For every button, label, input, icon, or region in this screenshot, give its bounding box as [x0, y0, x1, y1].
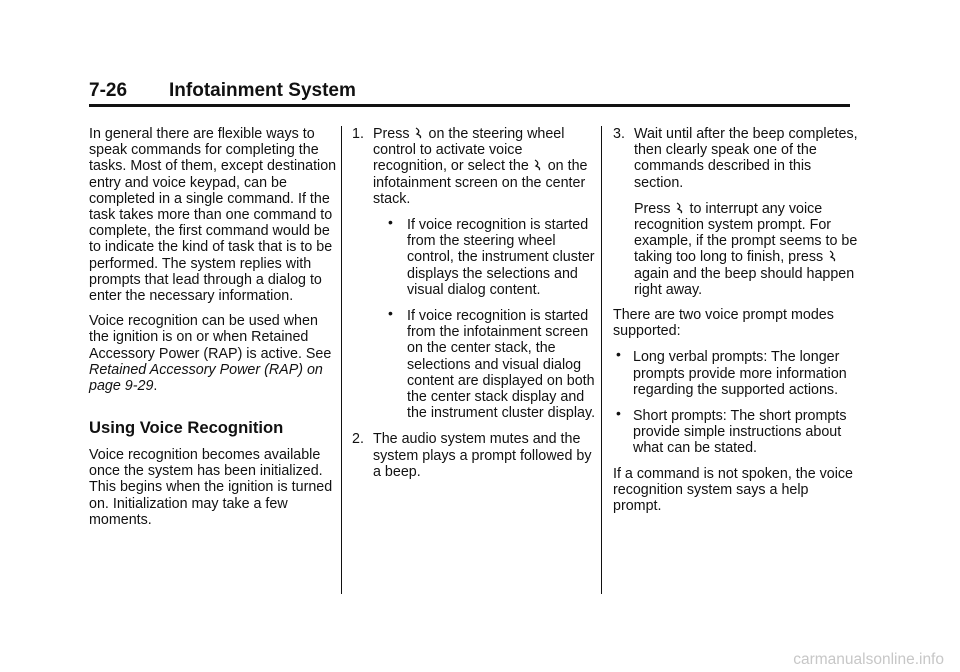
column-right [613, 126, 858, 514]
list-item: • Long verbal prompts: The longer prompts provide more information regarding the supported actions. [616, 346, 847, 398]
list-item: • Short prompts: The short prompts provide simple instructions about what can be stated. [616, 405, 847, 457]
list-item: 2. The audio system mutes and the system plays a prompt followed by a beep. [352, 431, 592, 480]
column-divider [601, 126, 602, 594]
paragraph: In general there are flexible ways to speak commands for completing the tasks. Most of them, except destination entry and voice keypad, can be completed in a single command. If the task takes more than one command to complete, the first command would be to indicate the kind of task that is to be performed. The system replies with prompts that lead through a dialog to enter the necessary information. [89, 126, 337, 305]
paragraph: Voice recognition can be used when the ignition is on or when Retained Accessory Power (RAP) is active. See Retained Accessory Power (RAP) on page 9-29. [89, 313, 332, 395]
voice-command-icon [828, 249, 837, 265]
cross-reference-link[interactable]: Retained Accessory Power (RAP) on page 9-29 [89, 361, 323, 395]
list-item: • If voice recognition is started from the steering wheel control, the instrument cluster displays the selections and visual dialog content. [388, 214, 595, 298]
column-middle [352, 126, 597, 480]
voice-command-icon [534, 158, 543, 174]
bullet-icon: • [616, 346, 621, 363]
list-item: 1. Press on the steering wheel control to activate voice recognition, or select the on the infotainment screen on the center stack. [352, 126, 588, 207]
section-heading: Using Voice Recognition [89, 418, 284, 437]
column-left [89, 126, 339, 528]
column-divider [341, 126, 342, 594]
page-header [89, 80, 850, 107]
list-item: 3. Wait until after the beep completes, then clearly speak one of the commands described in this section. [613, 126, 858, 191]
voice-command-icon [415, 126, 424, 142]
chapter-title: Infotainment System [169, 80, 356, 101]
bullet-icon: • [388, 214, 393, 231]
paragraph: Press to interrupt any voice recognition system prompt. For example, if the prompt seems to be taking too long to finish, press again and the beep should happen right away. [634, 200, 858, 298]
bullet-icon: • [616, 405, 621, 422]
page-number: 7-26 [89, 80, 128, 101]
watermark: carmanualsonline.info [793, 651, 944, 668]
paragraph: Voice recognition becomes available once the system has been initialized. This begins when the ignition is turned on. Initialization may take a few moments. [89, 447, 333, 528]
voice-command-icon [676, 201, 685, 217]
paragraph: If a command is not spoken, the voice recognition system says a help prompt. [613, 465, 853, 515]
paragraph: There are two voice prompt modes supported: [613, 307, 834, 340]
bullet-icon: • [388, 305, 393, 322]
list-item: • If voice recognition is started from the infotainment screen on the center stack, the selections and visual dialog content are displayed on both the center stack display and the instrument cluster display. [388, 305, 596, 422]
